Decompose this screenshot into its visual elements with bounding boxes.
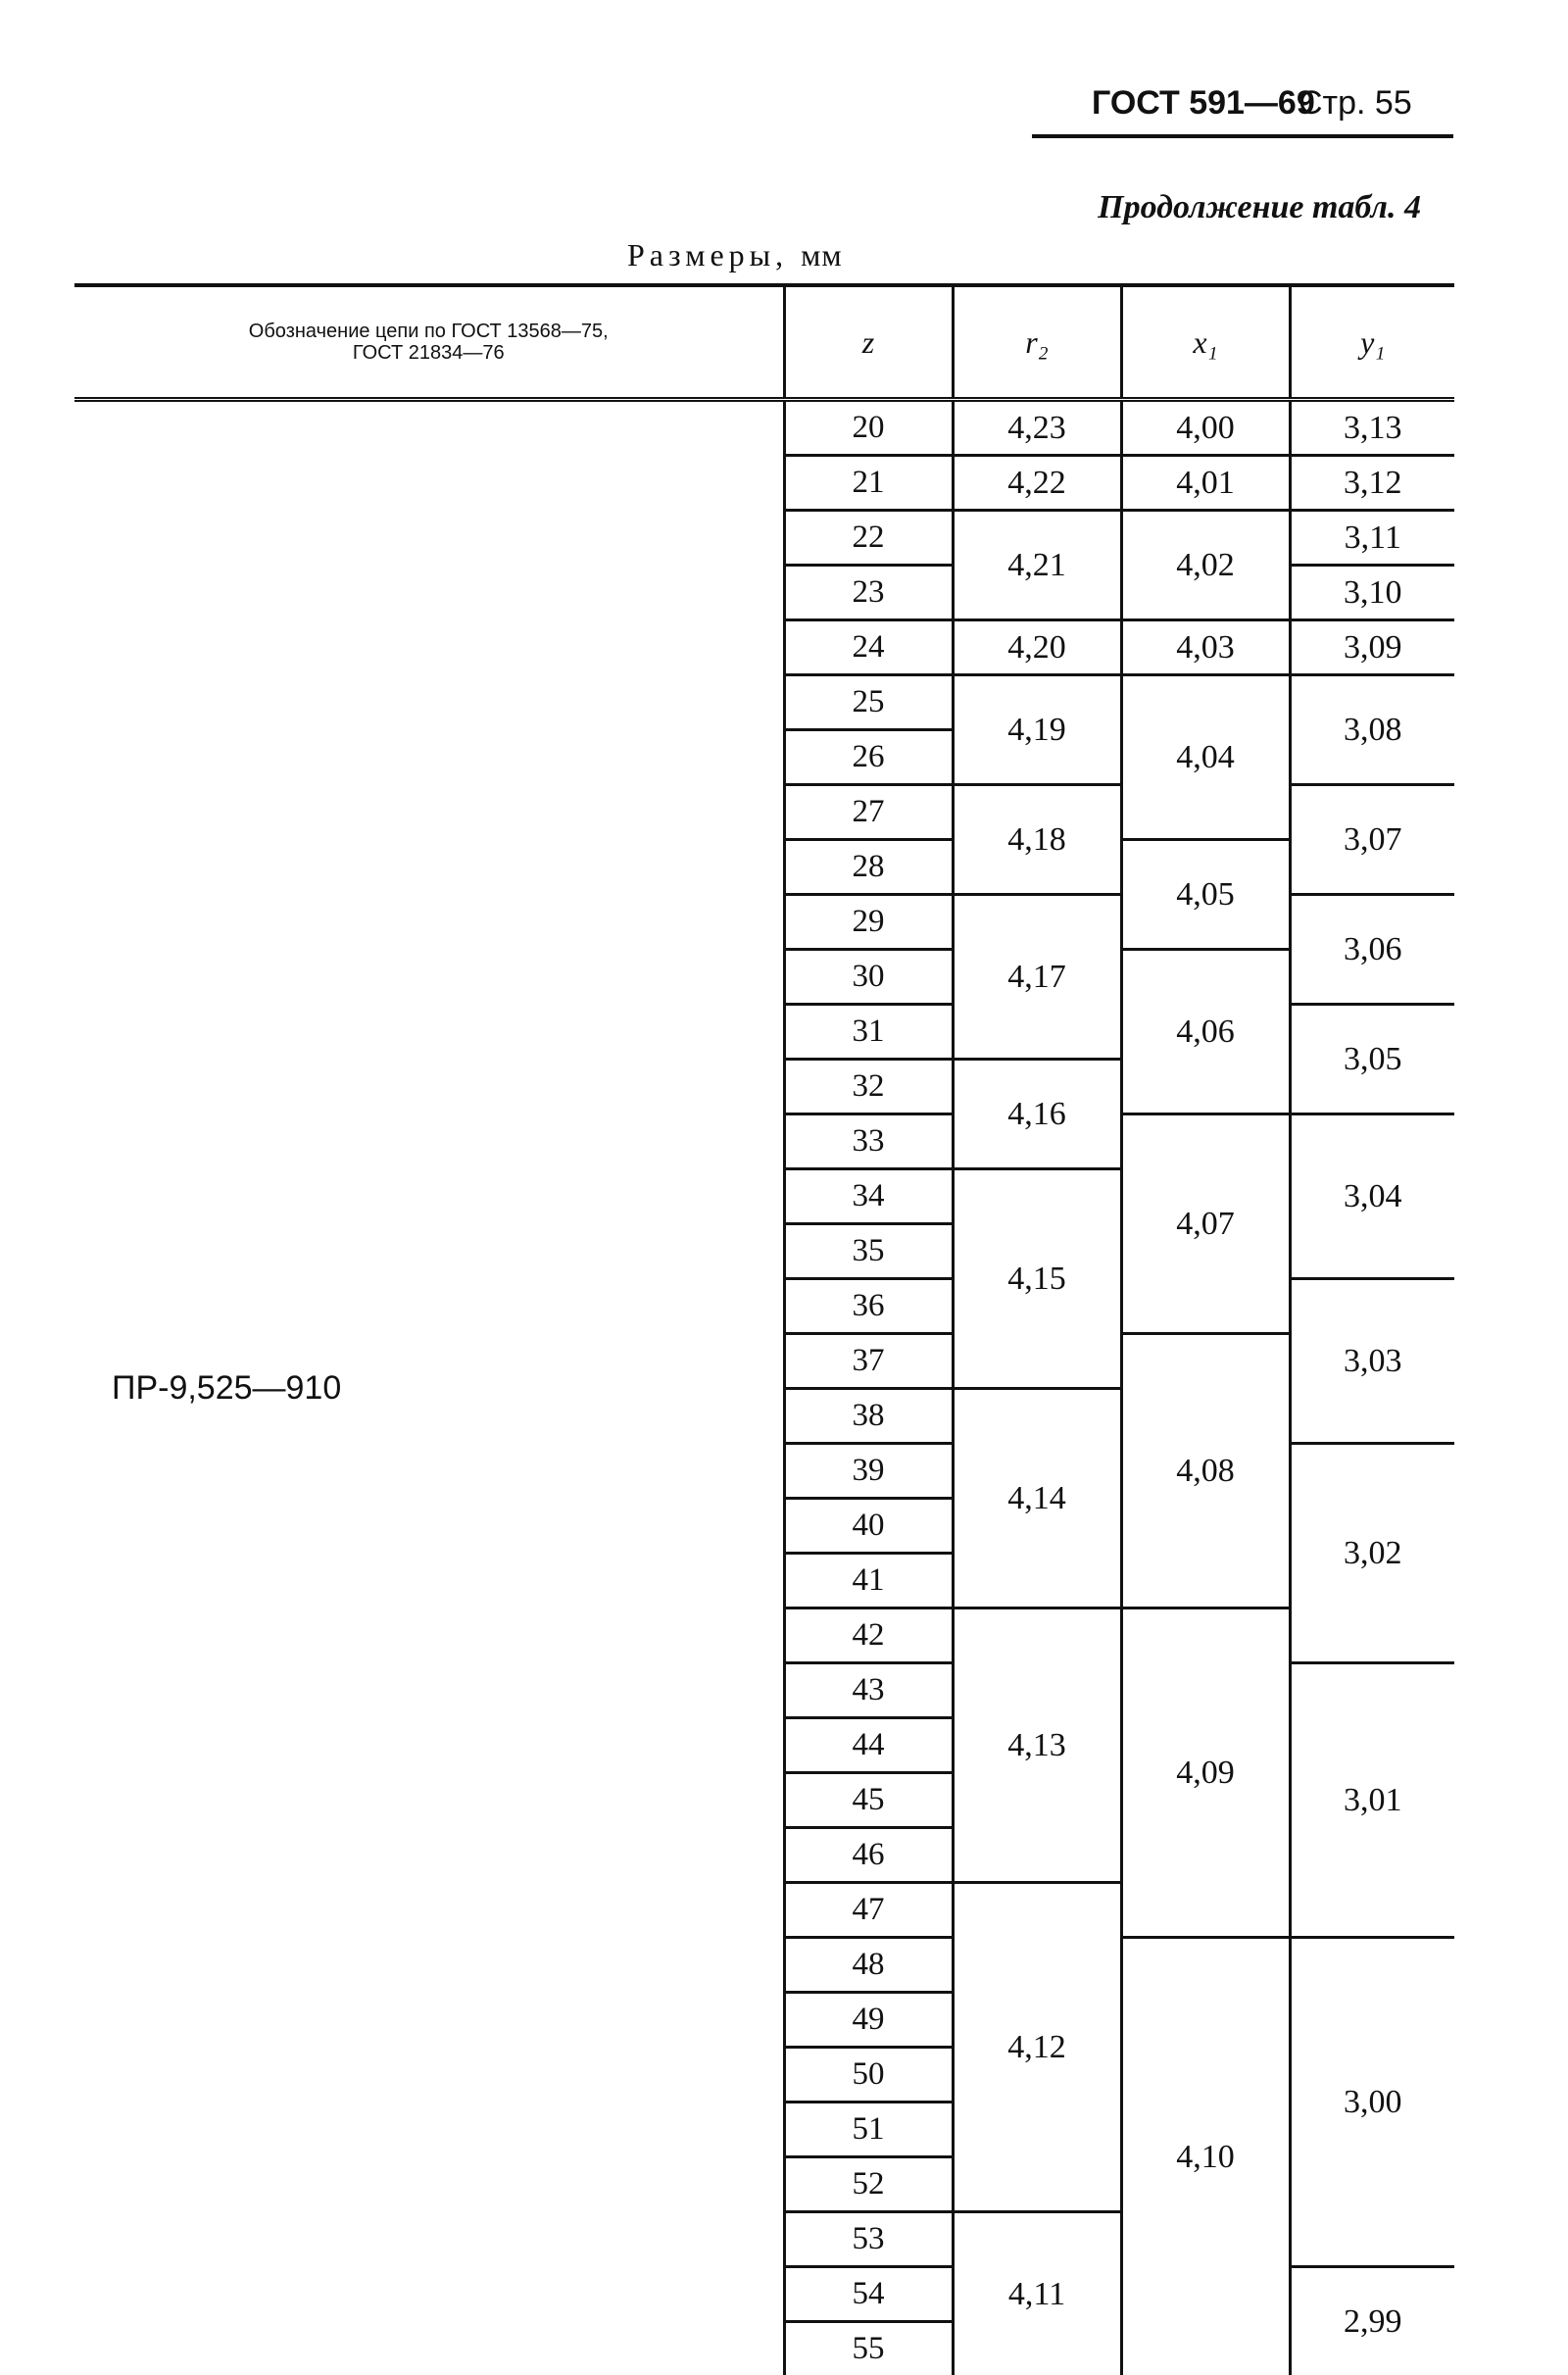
- y1-cell: 3,00: [1290, 1938, 1454, 2267]
- x1-cell: 4,03: [1121, 620, 1290, 675]
- y1-cell: 2,99: [1290, 2267, 1454, 2375]
- z-cell: 32: [784, 1060, 953, 1114]
- y1-cell: 3,01: [1290, 1663, 1454, 1938]
- x1-cell: 4,02: [1121, 511, 1290, 620]
- z-cell: 45: [784, 1773, 953, 1828]
- y1-cell: 3,02: [1290, 1444, 1454, 1663]
- z-cell: 38: [784, 1389, 953, 1444]
- z-cell: 23: [784, 566, 953, 620]
- y1-cell: 3,08: [1290, 675, 1454, 785]
- r2-header: r₂: [953, 285, 1121, 400]
- z-cell: 53: [784, 2212, 953, 2267]
- y1-cell: 3,06: [1290, 895, 1454, 1005]
- x1-cell: 4,08: [1121, 1334, 1290, 1608]
- chain-designation: ПР-9,525—910: [74, 400, 784, 2375]
- z-cell: 29: [784, 895, 953, 950]
- r2-cell: 4,17: [953, 895, 1121, 1060]
- r2-cell: 4,21: [953, 511, 1121, 620]
- r2-cell: 4,15: [953, 1169, 1121, 1389]
- z-cell: 33: [784, 1114, 953, 1169]
- r2-cell: 4,23: [953, 400, 1121, 456]
- z-cell: 30: [784, 950, 953, 1005]
- units-caption: [627, 237, 843, 273]
- y1-header: y₁: [1290, 285, 1454, 400]
- x1-header: x₁: [1121, 285, 1290, 400]
- table-row: [74, 400, 1454, 456]
- z-cell: 42: [784, 1608, 953, 1663]
- z-cell: 21: [784, 456, 953, 511]
- z-cell: 31: [784, 1005, 953, 1060]
- designation-header: [74, 285, 784, 400]
- z-cell: 44: [784, 1718, 953, 1773]
- z-cell: 48: [784, 1938, 953, 1993]
- units-unit: мм: [801, 237, 843, 272]
- z-cell: 47: [784, 1883, 953, 1938]
- x1-cell: 4,05: [1121, 840, 1290, 950]
- z-header: z: [784, 285, 953, 400]
- table-body: [74, 400, 1454, 2375]
- x1-cell: 4,04: [1121, 675, 1290, 840]
- z-cell: 24: [784, 620, 953, 675]
- r2-cell: 4,22: [953, 456, 1121, 511]
- z-cell: 46: [784, 1828, 953, 1883]
- designation-header-line-2: ГОСТ 21834—76: [353, 342, 505, 364]
- x1-cell: 4,09: [1121, 1608, 1290, 1938]
- z-cell: 34: [784, 1169, 953, 1224]
- designation-header-line-1: Обозначение цепи по ГОСТ 13568—75,: [249, 321, 609, 342]
- z-cell: 28: [784, 840, 953, 895]
- z-cell: 27: [784, 785, 953, 840]
- y1-cell: 3,07: [1290, 785, 1454, 895]
- z-cell: 52: [784, 2157, 953, 2212]
- z-cell: 20: [784, 400, 953, 456]
- r2-cell: 4,11: [953, 2212, 1121, 2375]
- z-cell: 50: [784, 2048, 953, 2103]
- x1-cell: 4,10: [1121, 1938, 1290, 2375]
- r2-cell: 4,18: [953, 785, 1121, 895]
- y1-cell: 3,10: [1290, 566, 1454, 620]
- z-cell: 35: [784, 1224, 953, 1279]
- z-cell: 22: [784, 511, 953, 566]
- x1-cell: 4,07: [1121, 1114, 1290, 1334]
- header-rule: [1032, 134, 1453, 138]
- y1-cell: 3,03: [1290, 1279, 1454, 1444]
- z-cell: 40: [784, 1499, 953, 1554]
- y1-cell: 3,12: [1290, 456, 1454, 511]
- r2-cell: 4,19: [953, 675, 1121, 785]
- r2-cell: 4,12: [953, 1883, 1121, 2212]
- z-cell: 39: [784, 1444, 953, 1499]
- x1-cell: 4,01: [1121, 456, 1290, 511]
- table-header-row: [74, 285, 1454, 400]
- z-cell: 26: [784, 730, 953, 785]
- z-cell: 55: [784, 2322, 953, 2375]
- z-cell: 49: [784, 1993, 953, 2048]
- r2-cell: 4,16: [953, 1060, 1121, 1169]
- r2-cell: 4,14: [953, 1389, 1121, 1608]
- y1-cell: 3,04: [1290, 1114, 1454, 1279]
- r2-cell: 4,13: [953, 1608, 1121, 1883]
- x1-cell: 4,06: [1121, 950, 1290, 1114]
- y1-cell: 3,11: [1290, 511, 1454, 566]
- units-word: Размеры,: [627, 237, 788, 272]
- z-cell: 51: [784, 2103, 953, 2157]
- z-cell: 37: [784, 1334, 953, 1389]
- y1-cell: 3,09: [1290, 620, 1454, 675]
- z-cell: 43: [784, 1663, 953, 1718]
- y1-cell: 3,13: [1290, 400, 1454, 456]
- z-cell: 36: [784, 1279, 953, 1334]
- z-cell: 41: [784, 1554, 953, 1608]
- z-cell: 54: [784, 2267, 953, 2322]
- x1-cell: 4,00: [1121, 400, 1290, 456]
- page-number: Стр. 55: [1298, 84, 1412, 123]
- z-cell: 25: [784, 675, 953, 730]
- y1-cell: 3,05: [1290, 1005, 1454, 1114]
- document-id: ГОСТ 591—69: [1092, 84, 1315, 123]
- table-continuation-label: Продолжение табл. 4: [1098, 189, 1421, 226]
- dimensions-table: [74, 283, 1454, 2375]
- r2-cell: 4,20: [953, 620, 1121, 675]
